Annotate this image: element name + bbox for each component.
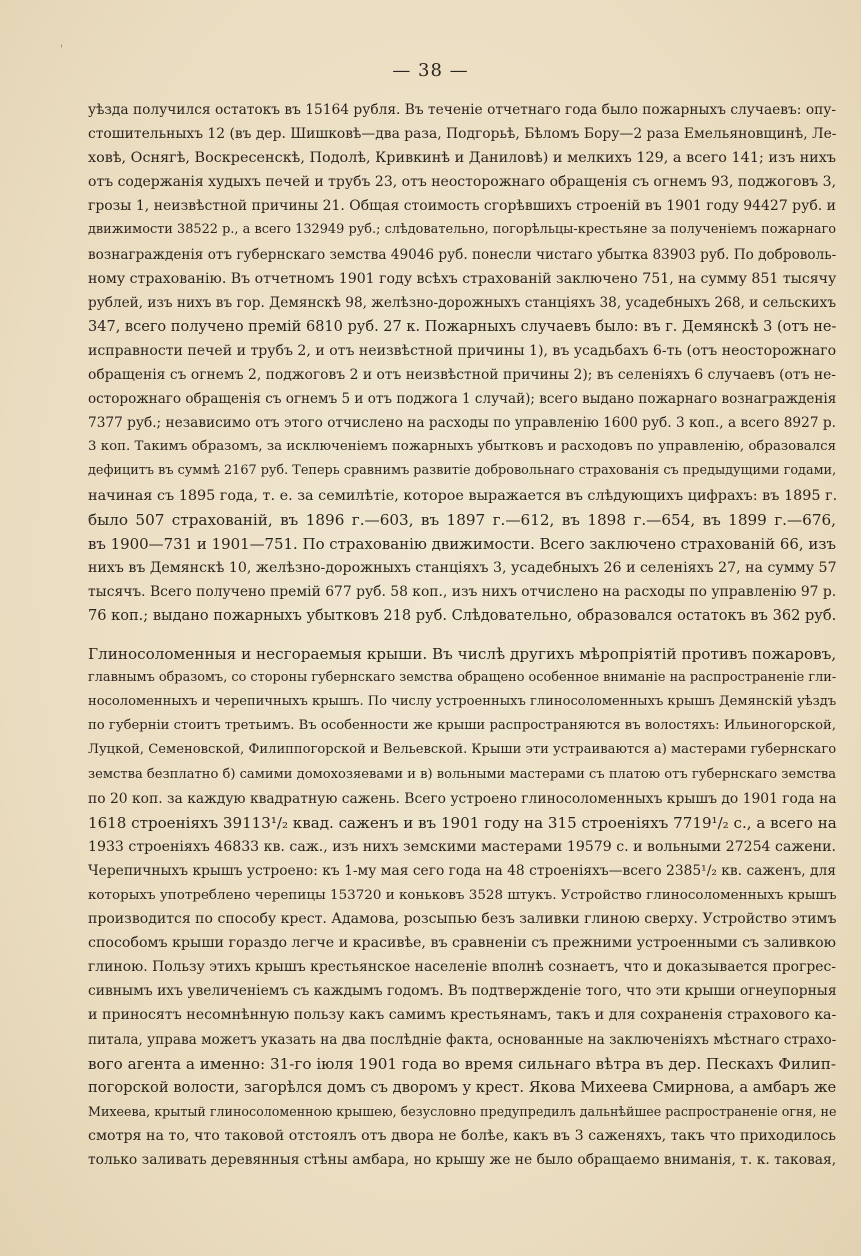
text-line: Луцкой, Семеновской, Филиппогорской и Вельевской. Крыши эти устраиваются а) мастерами губернскаго (88, 742, 837, 758)
text-line: Глиносоломенныя и несгораемыя крыши. Въ числѣ другихъ мѣропріятій противъ пожаровъ, (88, 645, 837, 664)
text-line: тысячъ. Всего получено премій 677 руб. 58 коп., изъ нихъ отчислено на расходы по управленію 97 р. (88, 583, 837, 600)
text-line: грозы 1, неизвѣстной причины 21. Общая стоимость сгорѣвшихъ строеній въ 1901 году 94427 руб. и (88, 198, 836, 215)
text-line: было 507 страхованій, въ 1896 г.—603, въ 1897 г.—612, въ 1898 г.—654, въ 1899 г.—676, (88, 510, 836, 529)
text-line: 7377 руб.; независимо отъ этого отчислено на расходы по управленію 1600 руб. 3 коп., а всего 8927 р. (88, 415, 836, 432)
paragraph-fire-insurance (88, 98, 836, 628)
text-line: питала, управа можетъ указать на два послѣдніе факта, основанные на заключеніяхъ мѣстнаго страхо- (88, 1031, 837, 1048)
text-line: осторожнаго обращенія съ огнемъ 5 и отъ поджога 1 случай); всего выдано пожарнаго вознагражденія (88, 391, 837, 408)
page-number: — 38 — (392, 60, 469, 81)
text-line: начиная съ 1895 года, т. е. за семилѣтіе, которое выражается въ слѣдующихъ цифрахъ: въ 1895 г. (88, 487, 838, 504)
text-line: только заливать деревянныя стѣны амбара, но крышу же не было обращаемо вниманія, т. к. таковая, (88, 1152, 837, 1169)
paragraph-gap (88, 628, 836, 642)
text-line: производится по способу крест. Адамова, розсыпью безъ заливки глиною сверху. Устройство этимъ (88, 911, 837, 928)
text-line: Михеева, крытый глиносоломенною крышею, безусловно предупредилъ дальнѣйшее распространеніе огня, не (88, 1103, 837, 1119)
text-line: движимости 38522 р., а всего 132949 руб.; слѣдовательно, погорѣльцы-крестьяне за полученіемъ пожарнаго (88, 222, 836, 238)
text-line: вого агента а именно: 31-го іюля 1901 года во время сильнаго вѣтра въ дер. Пескахъ Филип- (88, 1054, 836, 1073)
text-line: сивнымъ ихъ увеличеніемъ съ каждымъ годомъ. Въ подтвержденіе того, что эти крыши огнеупорныя (88, 983, 837, 1000)
text-line: рублей, изъ нихъ въ гор. Демянскѣ 98, желѣзно-дорожныхъ станціяхъ 38, усадебныхъ 268, и сельскихъ (88, 294, 836, 311)
text-line: по 20 коп. за каждую квадратную сажень. Всего устроено глиносоломенныхъ крышъ до 1901 года на (88, 790, 837, 807)
text-line: земства безплатно б) самими домохозяевами и в) вольными мастерами съ платою отъ губернскаго земства (88, 766, 837, 782)
text-line: погорской волости, загорѣлся домъ съ дворомъ у крест. Якова Михеева Смирнова, а амбаръ же (88, 1078, 837, 1096)
text-line: нихъ въ Демянскѣ 10, желѣзно-дорожныхъ станціяхъ 3, усадебныхъ 26 и селеніяхъ 27, на сумму 57 (88, 559, 837, 576)
text-line: по губерніи стоитъ третьимъ. Въ особенности же крыши распространяются въ волостяхъ: Ильиногорской, (88, 718, 836, 734)
text-line: 1618 строеніяхъ 39113¹/₂ квад. саженъ и въ 1901 году на 315 строеніяхъ 7719¹/₂ с., а всего на (88, 813, 837, 832)
text-line: 3 коп. Такимъ образомъ, за исключеніемъ пожарныхъ убытковъ и расходовъ по управленію, образовался (88, 439, 836, 455)
margin-mark: ' (60, 44, 63, 55)
text-line: уѣзда получился остатокъ въ 15164 рубля. Въ теченіе отчетнаго года было пожарныхъ случаевъ: опу- (88, 102, 836, 118)
body-text (88, 98, 836, 1172)
text-line: отъ содержанія худыхъ печей и трубъ 23, отъ неосторожнаго обращенія съ огнемъ 93, поджоговъ 3, (88, 174, 837, 191)
text-line: дефицитъ въ суммѣ 2167 руб. Теперь сравнимъ развитіе добровольнаго страхованія съ предыдущими годами, (88, 463, 837, 479)
text-line: Черепичныхъ крышъ устроено: къ 1-му мая сего года на 48 строеніяхъ—всего 2385¹/₂ кв. саженъ, для (88, 862, 836, 879)
text-line: ному страхованію. Въ отчетномъ 1901 году всѣхъ страхованій заключено 751, на сумму 851 тысячу (88, 270, 837, 287)
text-line: стошительныхъ 12 (въ дер. Шишковѣ—два раза, Подгорьѣ, Бѣломъ Бору—2 раза Емельяновщинѣ, Ле- (88, 126, 837, 143)
paragraph-clay-straw-roofs (88, 642, 836, 1172)
text-line: 347, всего получено премій 6810 руб. 27 к. Пожарныхъ случаевъ было: въ г. Демянскѣ 3 (отъ не- (88, 318, 837, 335)
text-line: глиною. Пользу этихъ крышъ крестьянское населеніе вполнѣ сознаетъ, что и доказывается прогрес- (88, 959, 836, 976)
text-line: ховѣ, Оснягѣ, Воскресенскѣ, Подолѣ, Кривкинѣ и Даниловѣ) и мелкихъ 129, а всего 141; изъ нихъ (88, 150, 836, 167)
text-line: способомъ крыши гораздо легче и красивѣе, въ сравненіи съ прежними устроенными съ заливкою (88, 935, 836, 952)
text-line: носоломенныхъ и черепичныхъ крышъ. По числу устроенныхъ глиносоломенныхъ крышъ Демянскій уѣздъ (88, 694, 837, 710)
text-line: смотря на то, что таковой отстоялъ отъ двора не болѣе, какъ въ 3 саженяхъ, такъ что приходилось (88, 1127, 836, 1144)
text-line: вознагражденія отъ губернскаго земства 49046 руб. понесли чистаго убытка 83903 руб. По доброволь- (88, 246, 837, 263)
text-line: главнымъ образомъ, со стороны губернскаго земства обращено особенное вниманіе на распространеніе гли- (88, 670, 837, 686)
text-line: и приносятъ несомнѣнную пользу какъ самимъ крестьянамъ, такъ и для сохраненія страхового ка- (88, 1007, 837, 1024)
text-line: исправности печей и трубъ 2, и отъ неизвѣстной причины 1), въ усадьбахъ 6-ть (отъ неосторожнаго (88, 342, 837, 359)
text-line: которыхъ употреблено черепицы 153720 и коньковъ 3528 штукъ. Устройство глиносоломенныхъ крышъ (88, 887, 837, 903)
text-line: 1933 строеніяхъ 46833 кв. саж., изъ нихъ земскими мастерами 19579 с. и вольными 27254 сажени. (88, 838, 836, 855)
text-line: въ 1900—731 и 1901—751. По страхованію движимости. Всего заключено страхованій 66, изъ (88, 534, 836, 553)
text-line: обращенія съ огнемъ 2, поджоговъ 2 и отъ неизвѣстной причины 2); въ селеніяхъ 6 случаевъ (отъ не- (88, 367, 836, 384)
text-line: 76 коп.; выдано пожарныхъ убытковъ 218 руб. Слѣдовательно, образовался остатокъ въ 362 руб. (88, 606, 837, 624)
